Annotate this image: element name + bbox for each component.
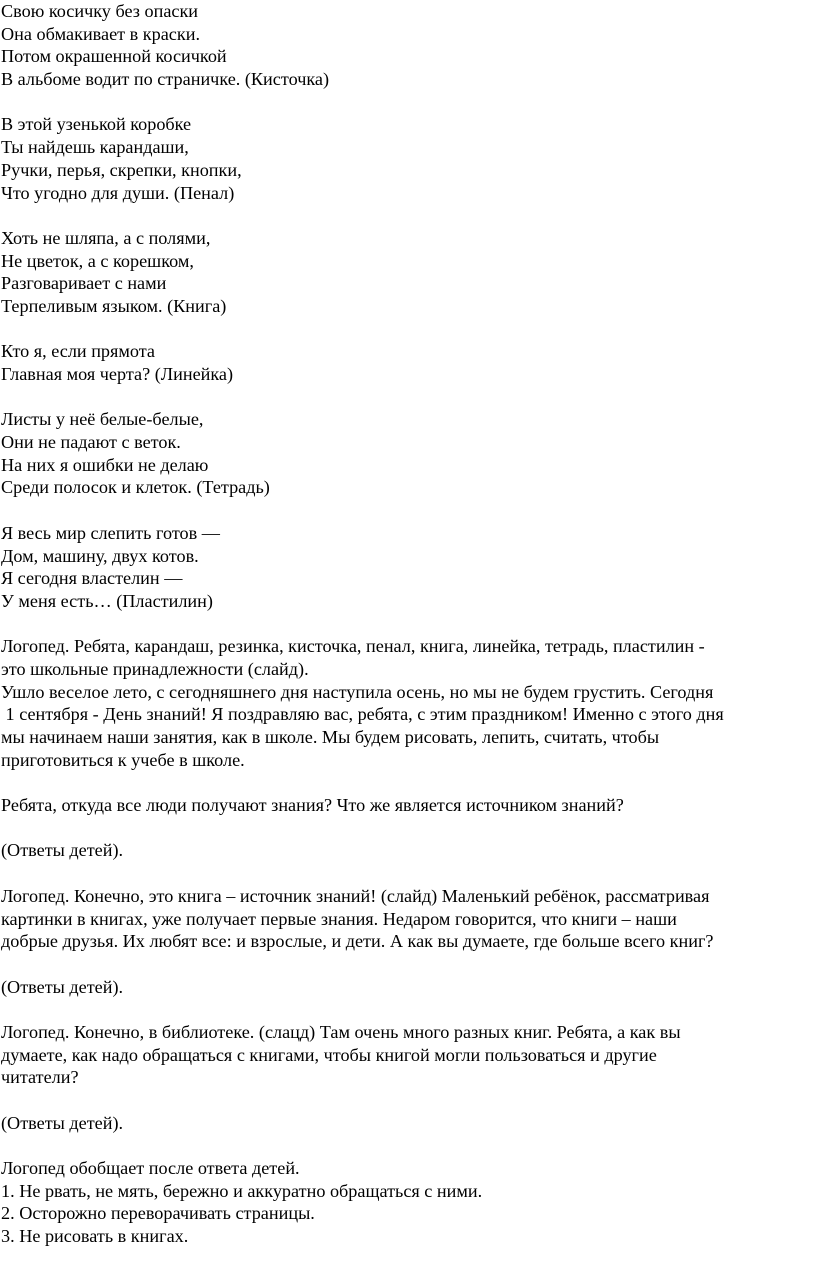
list-item: 1. Не рвать, не мять, бережно и аккуратно обращаться с ними.	[1, 1180, 483, 1201]
text-line: Среди полосок и клеток. (Тетрадь)	[1, 477, 270, 498]
dialogue-paragraph	[1, 1112, 811, 1135]
text-line: Ты найдешь карандаши,	[1, 137, 189, 158]
text-line: (Ответы детей).	[1, 976, 124, 997]
list-item: 3. Не рисовать в книгах.	[1, 1226, 189, 1247]
dialogue-paragraph	[1, 635, 811, 771]
text-line: Свою косичку без опаски	[1, 1, 199, 21]
paragraph-gap	[1, 771, 811, 794]
paragraph-gap	[1, 499, 811, 522]
text-line: Я сегодня властелин —	[1, 568, 183, 589]
text-line: В этой узенькой коробке	[1, 114, 192, 135]
text-line: У меня есть… (Пластилин)	[1, 590, 213, 611]
text-line: Ребята, откуда все люди получают знания? Что же является источником знаний?	[1, 795, 624, 816]
paragraph-gap	[1, 613, 811, 636]
text-line: думаете, как надо обращаться с книгами, чтобы книгой могли пользоваться и другие	[1, 1044, 657, 1065]
riddle	[1, 522, 811, 613]
text-line: Я весь мир слепить готов —	[1, 522, 220, 543]
text-line: Кто я, если прямота	[1, 341, 155, 362]
text-line: Ушло веселое лето, с сегодняшнего дня наступила осень, но мы не будем грустить. Сегодня	[1, 681, 714, 702]
riddle	[1, 227, 811, 318]
document-page	[1, 0, 811, 1248]
text-line: Листы у неё белые-белые,	[1, 409, 204, 430]
text-line: Главная моя черта? (Линейка)	[1, 364, 234, 384]
riddle	[1, 113, 811, 204]
summary-list	[1, 1157, 811, 1248]
paragraph-gap	[1, 1089, 811, 1112]
text-line: 1 сентября - День знаний! Я поздравляю вас, ребята, с этим праздником! Именно с этого дня	[1, 704, 724, 725]
text-line: Хоть не шляпа, а с полями,	[1, 227, 211, 248]
paragraph-gap	[1, 204, 811, 227]
text-line: Терпеливым языком. (Книга)	[1, 295, 227, 316]
paragraph-gap	[1, 862, 811, 885]
paragraph-gap	[1, 817, 811, 840]
text-line: читатели?	[1, 1067, 79, 1088]
text-line: это школьные принадлежности (слайд).	[1, 658, 309, 679]
text-line: добрые друзья. Их любят все: и взрослые, и дети. А как вы думаете, где больше всего книг?	[1, 931, 714, 952]
paragraph-gap	[1, 318, 811, 341]
text-line: Логопед. Ребята, карандаш, резинка, кисточка, пенал, книга, линейка, тетрадь, пластилин -	[1, 636, 705, 657]
text-line: На них я ошибки не делаю	[1, 454, 209, 475]
paragraph-gap	[1, 998, 811, 1021]
dialogue-paragraph	[1, 839, 811, 862]
dialogue-paragraph	[1, 1021, 811, 1089]
list-item: 2. Осторожно переворачивать страницы.	[1, 1203, 315, 1224]
paragraph-gap	[1, 91, 811, 114]
text-line: Ручки, перья, скрепки, кнопки,	[1, 159, 242, 180]
text-line: Логопед обобщает после ответа детей.	[1, 1158, 300, 1179]
dialogue-paragraph	[1, 976, 811, 999]
text-line: Она обмакивает в краски.	[1, 23, 200, 44]
paragraph-gap	[1, 953, 811, 976]
text-line: мы начинаем наши занятия, как в школе. Мы будем рисовать, лепить, считать, чтобы	[1, 727, 660, 747]
dialogue-paragraph	[1, 794, 811, 817]
text-line: Логопед. Конечно, это книга – источник знаний! (слайд) Маленький ребёнок, рассматривая	[1, 885, 710, 906]
text-line: (Ответы детей).	[1, 1112, 124, 1133]
text-line: Что угодно для души. (Пенал)	[1, 182, 235, 203]
text-line: Дом, машину, двух котов.	[1, 545, 199, 566]
dialogue-paragraph	[1, 885, 811, 953]
text-line: Они не падают с веток.	[1, 432, 181, 453]
text-line: Не цветок, а с корешком,	[1, 250, 194, 271]
paragraph-gap	[1, 386, 811, 409]
text-line: Логопед. Конечно, в библиотеке. (слацд) Там очень много разных книг. Ребята, а как вы	[1, 1021, 681, 1042]
text-line: Потом окрашенной косичкой	[1, 46, 227, 67]
text-line: картинки в книгах, уже получает первые знания. Недаром говорится, что книги – наши	[1, 908, 677, 929]
riddle	[1, 340, 811, 385]
text-line: Разговаривает с нами	[1, 273, 167, 294]
riddle	[1, 408, 811, 499]
text-line: приготовиться к учебе в школе.	[1, 749, 245, 770]
text-line: (Ответы детей).	[1, 840, 124, 861]
text-line: В альбоме водит по страничке. (Кисточка)	[1, 69, 330, 90]
riddle	[1, 0, 811, 91]
paragraph-gap	[1, 1134, 811, 1157]
